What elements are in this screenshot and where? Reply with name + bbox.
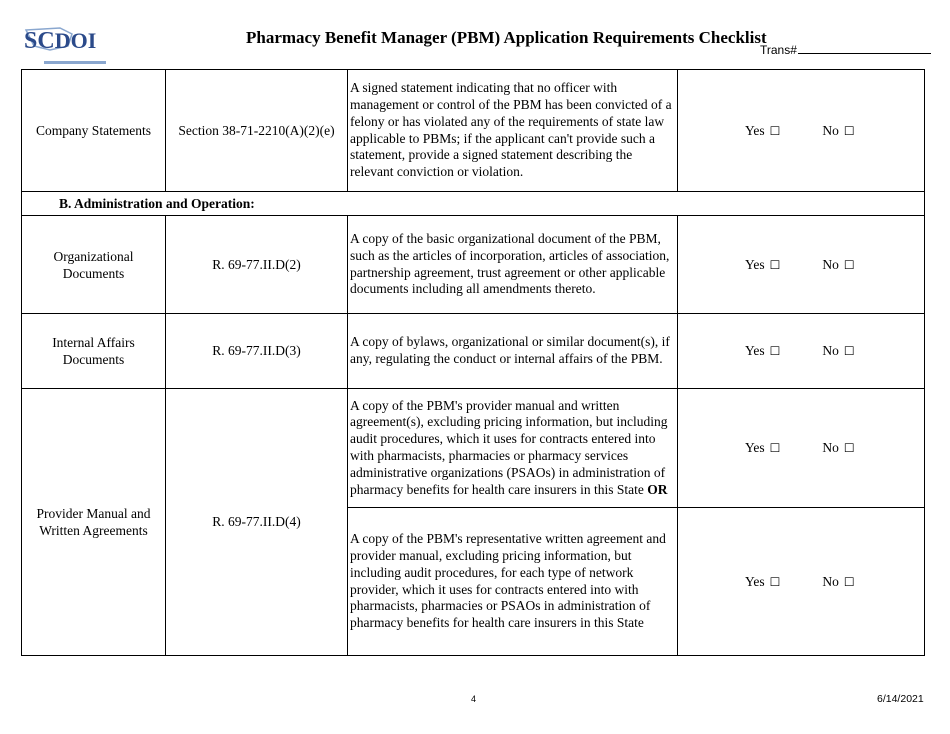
yes-checkbox-icon[interactable]: ☐ (769, 123, 781, 138)
no-checkbox-icon[interactable]: ☐ (843, 344, 855, 358)
logo-graphic (20, 24, 115, 70)
page-number: 4 (471, 694, 477, 704)
yes-checkbox-icon[interactable]: ☐ (769, 344, 781, 358)
no-label: No (822, 343, 839, 358)
no-option[interactable] (822, 440, 854, 456)
no-option[interactable] (822, 123, 854, 139)
yes-label: Yes (745, 256, 765, 272)
citation-cell: R. 69-77.II.D(2) (166, 216, 348, 314)
trans-number-field[interactable] (760, 43, 931, 57)
citation-cell: R. 69-77.II.D(4) (166, 389, 348, 656)
yes-option[interactable] (745, 257, 780, 273)
logo-tagline-bar (44, 61, 106, 64)
no-checkbox-icon[interactable]: ☐ (843, 123, 855, 138)
yes-checkbox-icon[interactable]: ☐ (769, 441, 781, 455)
item-cell: Organizational Documents (22, 216, 166, 314)
page-title: Pharmacy Benefit Manager (PBM) Application Requirements Checklist (246, 28, 767, 47)
yes-checkbox-icon[interactable]: ☐ (769, 574, 781, 589)
no-option[interactable] (822, 257, 854, 273)
yes-no-cell (678, 508, 925, 656)
yes-option[interactable] (745, 574, 780, 590)
yes-no-cell (678, 70, 925, 192)
trans-input-line[interactable] (798, 43, 931, 54)
or-connector: OR (647, 481, 668, 497)
yes-no-cell (678, 216, 925, 314)
description-cell: A copy of the basic organizational document of the PBM, such as the articles of incorporation, articles of association, partnership agreement, trust agreement or other applicable documents including all amendments thereto. (348, 216, 678, 314)
description-cell: A signed statement indicating that no officer with management or control of the PBM has been convicted of a felony or has violated any of the requirements of state law applicable to PBMs; if the applicant can't provide such a statement, provide a signed statement describing the relevant conviction or violation. (348, 70, 678, 192)
no-label: No (822, 256, 839, 272)
no-option[interactable] (822, 574, 854, 590)
description-cell (348, 389, 678, 508)
description-cell: A copy of bylaws, organizational or similar document(s), if any, regulating the conduct or internal affairs of the PBM. (348, 314, 678, 389)
yes-label: Yes (745, 440, 765, 455)
table-row (22, 389, 925, 508)
yes-option[interactable] (745, 123, 780, 139)
logo-text: SCDOI (24, 28, 97, 54)
yes-no-cell (678, 314, 925, 389)
table-row (22, 70, 925, 192)
no-option[interactable] (822, 343, 854, 359)
no-label: No (822, 573, 839, 589)
trans-label: Trans# (760, 43, 797, 57)
yes-option[interactable] (745, 440, 780, 456)
description-text: A copy of the PBM's provider manual and written agreement(s), excluding pricing information, but including audit procedures, which it uses for contracts entered into with pharmacists, pharmacies or pharmacy services administrative organizations (PSAOs) in administration of pharmacy benefits for health care insurers in this State (350, 397, 668, 497)
yes-checkbox-icon[interactable]: ☐ (769, 257, 781, 272)
yes-label: Yes (745, 343, 765, 358)
yes-no-cell (678, 389, 925, 508)
section-heading-row (22, 192, 925, 216)
footer-date: 6/14/2021 (877, 693, 924, 705)
item-cell: Internal Affairs Documents (22, 314, 166, 389)
no-label: No (822, 122, 839, 138)
description-cell: A copy of the PBM's representative written agreement and provider manual, excluding pricing information, but including audit procedures, for each type of network provider, which it uses for contracts entered into with pharmacists, pharmacies or PSAOs in administration of pharmacy benefits for health care insurers in this State (348, 508, 678, 656)
yes-label: Yes (745, 122, 765, 138)
citation-cell: Section 38-71-2210(A)(2)(e) (166, 70, 348, 192)
yes-label: Yes (745, 573, 765, 589)
item-cell: Company Statements (22, 70, 166, 192)
no-checkbox-icon[interactable]: ☐ (843, 441, 855, 455)
citation-cell: R. 69-77.II.D(3) (166, 314, 348, 389)
table-row (22, 216, 925, 314)
table-row (22, 314, 925, 389)
yes-option[interactable] (745, 343, 780, 359)
no-checkbox-icon[interactable]: ☐ (843, 257, 855, 272)
requirements-table (21, 69, 925, 656)
section-b-heading: B. Administration and Operation: (22, 192, 925, 216)
item-cell: Provider Manual and Written Agreements (22, 389, 166, 656)
no-label: No (822, 440, 839, 455)
no-checkbox-icon[interactable]: ☐ (843, 574, 855, 589)
scdoi-logo (20, 24, 115, 70)
